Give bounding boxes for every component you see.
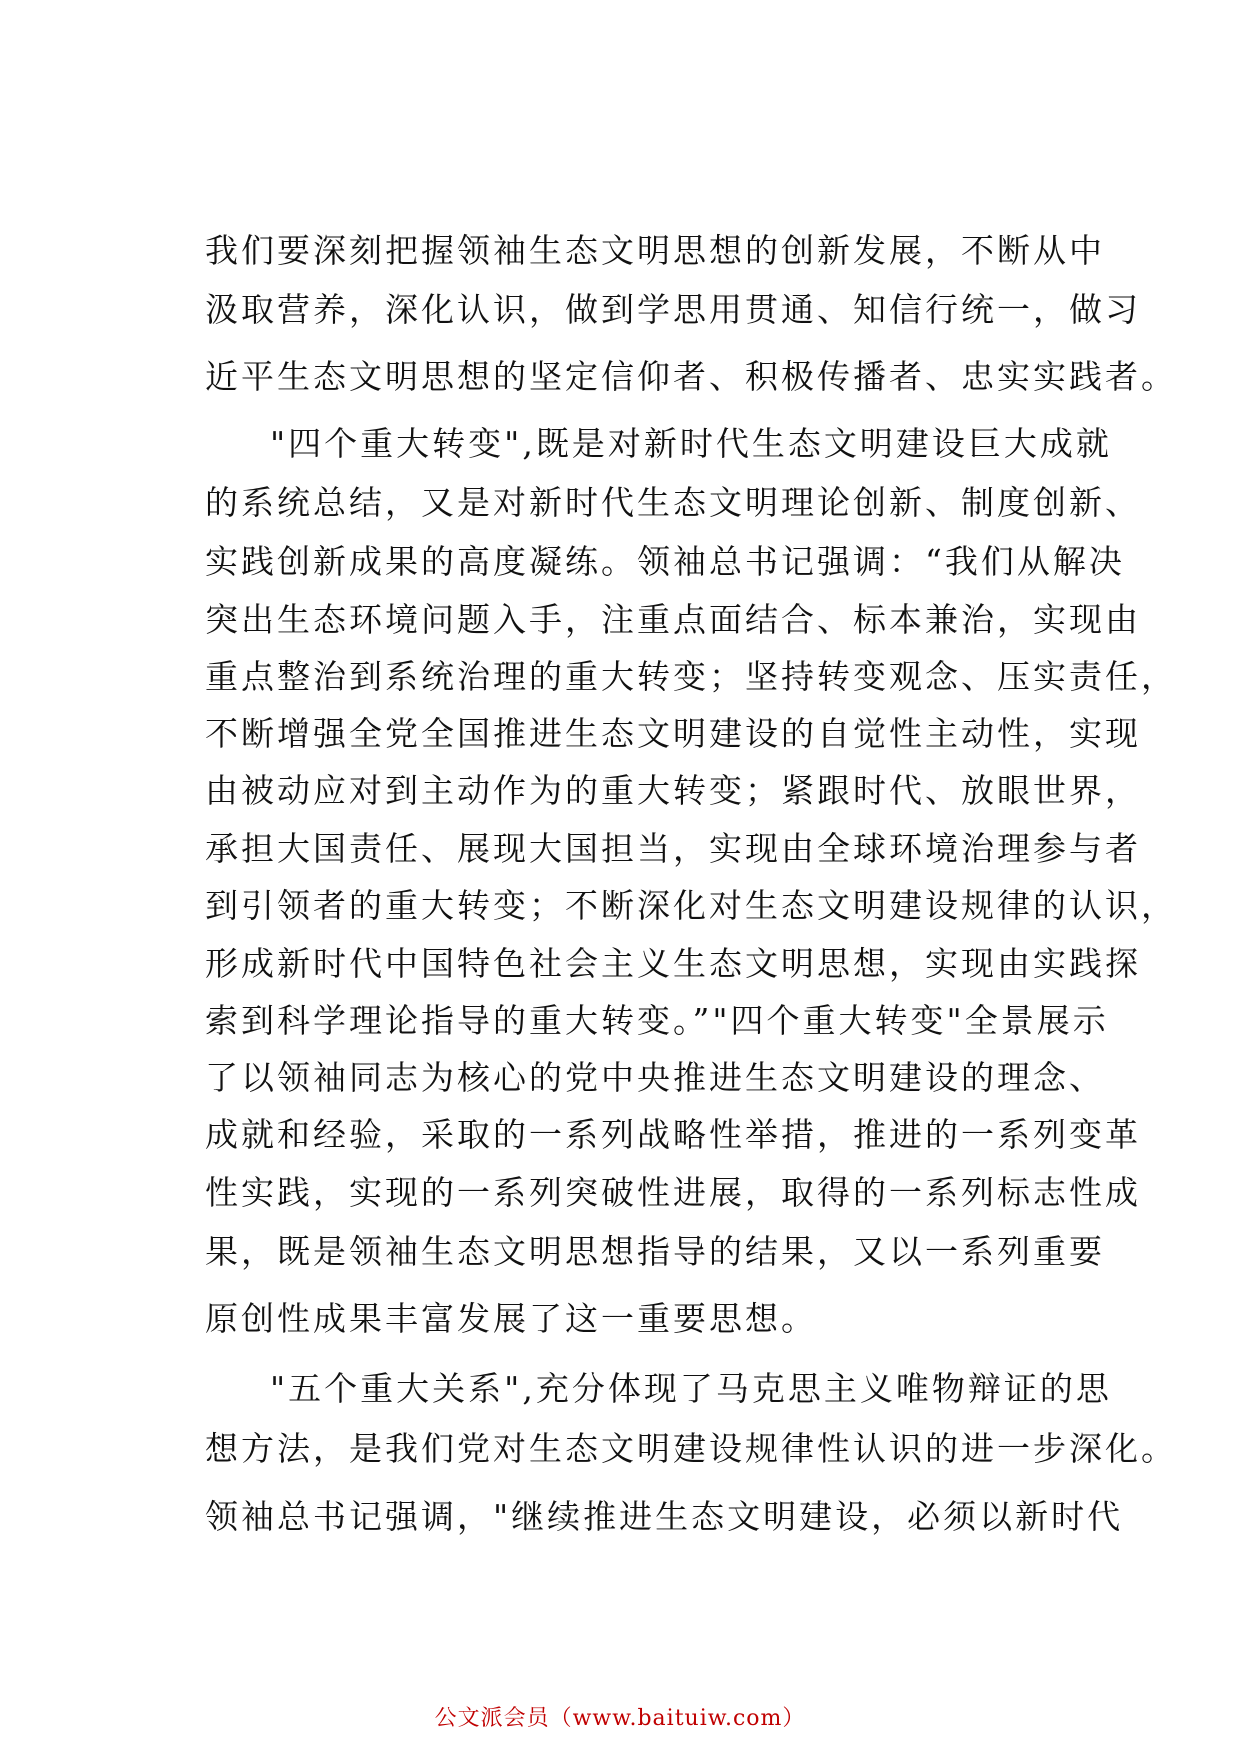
text-line: 领袖总书记强调，"继续推进生态文明建设，必须以新时代 — [205, 1497, 1124, 1536]
text-line: 了以领袖同志为核心的党中央推进生态文明建设的理念、 — [205, 1058, 1105, 1097]
footer-watermark-text: 公文派会员（www.baituiw.com） — [434, 1706, 806, 1731]
text-line: 成就和经验，采取的一系列战略性举措，推进的一系列变革 — [205, 1115, 1141, 1154]
text-line: 性实践，实现的一系列突破性进展，取得的一系列标志性成 — [205, 1173, 1141, 1212]
text-line: "五个重大关系",充分体现了马克思主义唯物辩证的思 — [270, 1369, 1112, 1408]
text-line: 不断增强全党全国推进生态文明建设的自觉性主动性，实现 — [205, 714, 1141, 753]
text-line: 想方法，是我们党对生态文明建设规律性认识的进一步深化。 — [205, 1429, 1177, 1468]
text-line: 我们要深刻把握领袖生态文明思想的创新发展，不断从中 — [205, 231, 1105, 270]
text-line: 的系统总结，又是对新时代生态文明理论创新、制度创新、 — [205, 483, 1141, 522]
text-line: 由被动应对到主动作为的重大转变；紧跟时代、放眼世界， — [205, 771, 1141, 810]
text-line: 原创性成果丰富发展了这一重要思想。 — [205, 1299, 817, 1338]
text-line: 承担大国责任、展现大国担当，实现由全球环境治理参与者 — [205, 829, 1141, 868]
text-line: 到引领者的重大转变；不断深化对生态文明建设规律的认识， — [205, 886, 1177, 925]
text-line: 实践创新成果的高度凝练。领袖总书记强调：“我们从解决 — [205, 542, 1125, 581]
text-line: 重点整治到系统治理的重大转变；坚持转变观念、压实责任， — [205, 657, 1177, 696]
text-line: 近平生态文明思想的坚定信仰者、积极传播者、忠实实践者。 — [205, 357, 1177, 396]
text-line: 汲取营养，深化认识，做到学思用贯通、知信行统一，做习 — [205, 290, 1141, 329]
text-line: 形成新时代中国特色社会主义生态文明思想，实现由实践探 — [205, 944, 1141, 983]
text-line: 索到科学理论指导的重大转变。”"四个重大转变"全景展示 — [205, 1001, 1109, 1040]
text-line: 果，既是领袖生态文明思想指导的结果，又以一系列重要 — [205, 1232, 1105, 1271]
text-line: 突出生态环境问题入手，注重点面结合、标本兼治，实现由 — [205, 600, 1141, 639]
text-line: "四个重大转变",既是对新时代生态文明建设巨大成就 — [270, 424, 1112, 463]
